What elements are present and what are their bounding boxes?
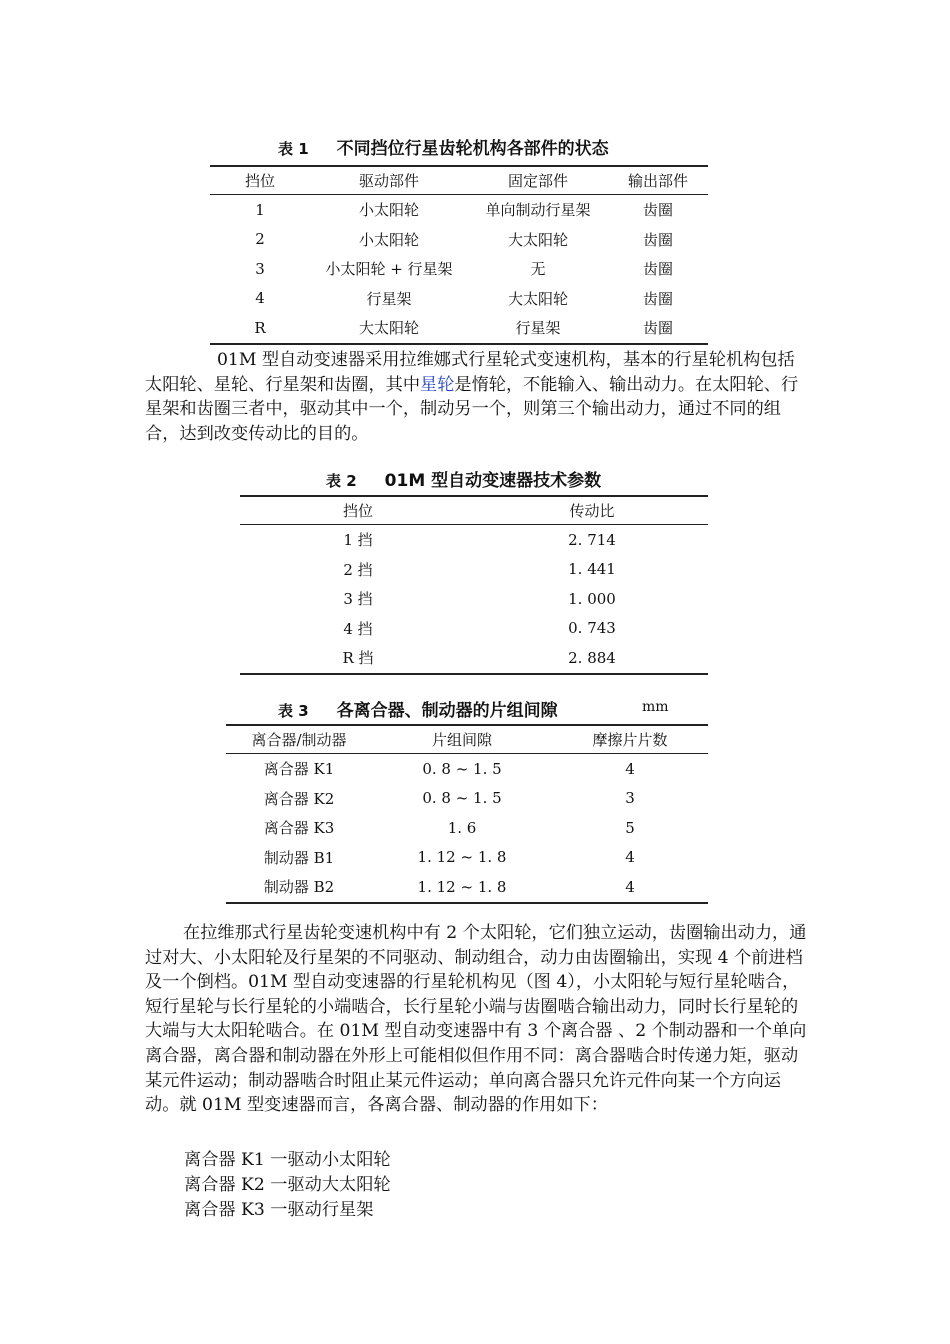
table2-caption bbox=[326, 466, 601, 491]
table-cell: 5 bbox=[625, 818, 635, 837]
table-row bbox=[226, 754, 708, 784]
table-header-cell: 片组间隙 bbox=[372, 725, 552, 754]
table-header-row bbox=[210, 166, 708, 195]
table1-caption bbox=[278, 134, 609, 159]
table-header-cell: 驱动部件 bbox=[310, 166, 468, 195]
table-row bbox=[240, 555, 708, 585]
table-cell: 1. 441 bbox=[568, 560, 616, 579]
table-cell: 1 挡 bbox=[343, 531, 373, 550]
list-item: 离合器 K2 一驱动大太阳轮 bbox=[184, 1175, 391, 1195]
table-cell: 大太阳轮 bbox=[507, 289, 568, 308]
table-cell: 离合器 K1 bbox=[263, 760, 335, 779]
table1-label: 表 1 bbox=[278, 140, 309, 158]
paragraph-1-text-end: 是惰轮，不能输入、输出动力。在太阳轮、行星架和齿圈三者中，驱动其中一个，制动另一个，则第三个输出动力，通过不同的组合，达到改变传动比的目的。 bbox=[145, 374, 799, 444]
table3-title: 各离合器、制动器的片组间隙 bbox=[336, 701, 558, 721]
table-cell: 制动器 B1 bbox=[263, 848, 335, 867]
table-cell: 齿圈 bbox=[642, 260, 673, 279]
table-cell: 齿圈 bbox=[642, 289, 673, 308]
table3 bbox=[226, 724, 708, 904]
table-cell: 1. 12 ~ 1. 8 bbox=[417, 848, 507, 867]
table-cell: 行星架 bbox=[366, 289, 412, 308]
table-header-cell: 摩擦片片数 bbox=[552, 725, 708, 754]
table-header-cell: 离合器/制动器 bbox=[226, 725, 372, 754]
table2 bbox=[240, 495, 708, 675]
table1-title: 不同挡位行星齿轮机构各部件的状态 bbox=[336, 139, 609, 159]
table-cell: 2. 714 bbox=[568, 530, 616, 549]
table-row bbox=[226, 843, 708, 873]
paragraph-1-text: 01M 型自动变速器采用拉维娜式行星轮式变速机构，基本的行星轮机构包括太阳轮、星轮、行星架和齿圈，其中 bbox=[145, 350, 795, 395]
table-row bbox=[240, 614, 708, 644]
table-row bbox=[210, 254, 708, 284]
table3-label: 表 3 bbox=[278, 702, 309, 720]
table-cell: 1 bbox=[255, 200, 265, 219]
table-cell: 4 挡 bbox=[343, 619, 373, 638]
list-item: 离合器 K3 一驱动行星架 bbox=[184, 1200, 374, 1220]
table-header-cell: 传动比 bbox=[476, 496, 708, 525]
table1 bbox=[210, 165, 708, 345]
table-cell: 小太阳轮 bbox=[358, 230, 419, 249]
paragraph-2-text: 在拉维那式行星齿轮变速机构中有 2 个太阳轮，它们独立运动，齿圈输出动力，通过对大、小太阳轮及行星架的不同驱动、制动组合，动力由齿圈输出，实现 4 个前进档及一个倒档。01M 型自动变速器的行星轮机构见（图 4），小太阳轮与短行星轮啮合，短行星轮与长行星轮的小端啮合，长行星轮小端与齿圈啮合输出动力，同时长行星轮的大端与大太阳轮啮合。在 01M 型自动变速器中有 3 个离合器 、2 个制动器和一个单向离合器，离合器和制动器在外形上可能相似但作用不同：离合器啮合时传递力矩，驱动某元件运动；制动器啮合时阻止某元件运动；单向离合器只允许元件向某一个方向运动。就 01M 型变速器而言，各离合器、制动器的作用如下： bbox=[145, 923, 807, 1116]
table-row bbox=[210, 225, 708, 255]
paragraph-2 bbox=[145, 921, 807, 1118]
table-cell: 4 bbox=[625, 848, 635, 867]
paragraph-1 bbox=[145, 348, 807, 446]
table-row bbox=[226, 872, 708, 903]
paragraph-1-link[interactable]: 星轮 bbox=[420, 374, 455, 395]
table-cell: R bbox=[210, 313, 310, 344]
table-row bbox=[226, 813, 708, 843]
table-cell: 大太阳轮 bbox=[310, 313, 468, 344]
table-header-row bbox=[240, 496, 708, 525]
table-cell: 0. 8 ~ 1. 5 bbox=[422, 759, 502, 778]
table-cell: 2 挡 bbox=[343, 560, 373, 579]
table2-label: 表 2 bbox=[326, 472, 357, 490]
table-cell: R 挡 bbox=[240, 643, 476, 674]
table-cell: 制动器 B2 bbox=[226, 872, 372, 903]
table-row bbox=[240, 525, 708, 555]
list-item: 离合器 K1 一驱动小太阳轮 bbox=[184, 1150, 391, 1170]
table-row bbox=[240, 643, 708, 674]
table-row bbox=[210, 313, 708, 344]
table-cell: 小太阳轮 + 行星架 bbox=[325, 260, 453, 279]
table-cell: 4 bbox=[625, 759, 635, 778]
table-cell: 2. 884 bbox=[476, 643, 708, 674]
table-cell: 单向制动行星架 bbox=[485, 201, 591, 220]
table-header-cell: 固定部件 bbox=[468, 166, 608, 195]
table-header-cell: 挡位 bbox=[210, 166, 310, 195]
table-cell: 无 bbox=[530, 260, 546, 279]
table-cell: 4 bbox=[255, 289, 265, 308]
table2-title: 01M 型自动变速器技术参数 bbox=[384, 471, 602, 491]
table-row bbox=[210, 195, 708, 225]
table-header-cell: 挡位 bbox=[240, 496, 476, 525]
table-row bbox=[210, 284, 708, 314]
table-cell: 大太阳轮 bbox=[507, 230, 568, 249]
table-row bbox=[226, 784, 708, 814]
table-cell: 1. 6 bbox=[447, 818, 477, 837]
table-row bbox=[240, 584, 708, 614]
table-cell: 小太阳轮 bbox=[358, 201, 419, 220]
table3-unit: mm bbox=[642, 699, 669, 715]
table-cell: 齿圈 bbox=[642, 230, 673, 249]
table-cell: 4 bbox=[552, 872, 708, 903]
table3-caption bbox=[278, 696, 669, 721]
table-header-cell: 输出部件 bbox=[608, 166, 708, 195]
table-cell: 1. 000 bbox=[568, 589, 616, 608]
table-cell: 0. 743 bbox=[568, 619, 616, 638]
table-cell: 3 bbox=[625, 789, 635, 808]
table-cell: 齿圈 bbox=[608, 313, 708, 344]
table-cell: 2 bbox=[255, 230, 265, 249]
table-cell: 离合器 K2 bbox=[263, 789, 335, 808]
table-cell: 1. 12 ~ 1. 8 bbox=[372, 872, 552, 903]
table-cell: 3 bbox=[255, 259, 265, 278]
table-cell: 0. 8 ~ 1. 5 bbox=[422, 789, 502, 808]
table-cell: 行星架 bbox=[468, 313, 608, 344]
table-header-row bbox=[226, 725, 708, 754]
table-cell: 齿圈 bbox=[642, 201, 673, 220]
table-cell: 3 挡 bbox=[343, 590, 373, 609]
table-cell: 离合器 K3 bbox=[263, 819, 335, 838]
